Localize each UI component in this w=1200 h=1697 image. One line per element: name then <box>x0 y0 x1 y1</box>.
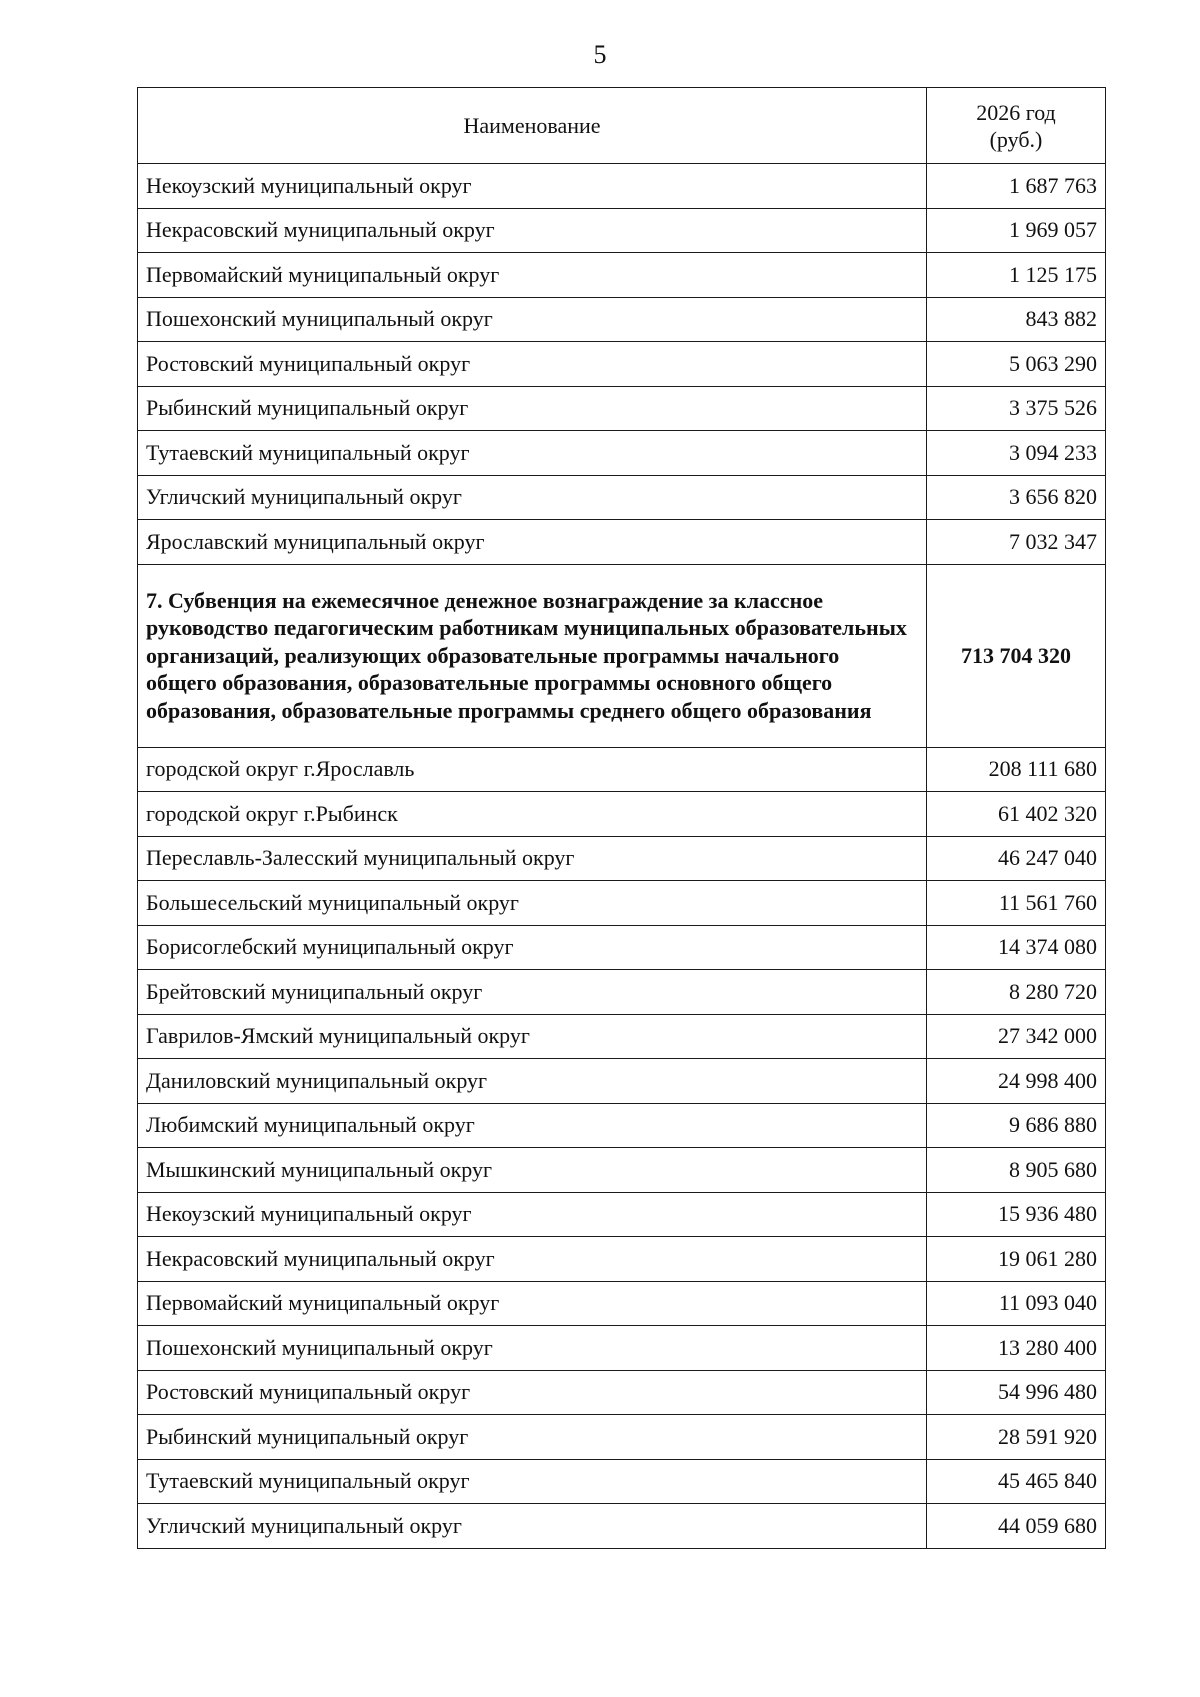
table-row <box>138 881 1106 926</box>
row-name: Брейтовский муниципальный округ <box>138 970 927 1015</box>
section-block <box>138 564 1106 747</box>
row-value: 13 280 400 <box>927 1326 1106 1371</box>
table-row <box>138 1281 1106 1326</box>
table-row <box>138 208 1106 253</box>
row-name: Переславль-Залесский муниципальный округ <box>138 836 927 881</box>
row-value: 1 687 763 <box>927 164 1106 209</box>
row-name: Некрасовский муниципальный округ <box>138 1237 927 1282</box>
row-value: 15 936 480 <box>927 1192 1106 1237</box>
rows-bottom <box>138 747 1106 1548</box>
row-name: Мышкинский муниципальный округ <box>138 1148 927 1193</box>
table-row <box>138 1014 1106 1059</box>
header-year <box>927 88 1106 164</box>
row-value: 11 561 760 <box>927 881 1106 926</box>
row-name: Борисоглебский муниципальный округ <box>138 925 927 970</box>
row-value: 61 402 320 <box>927 792 1106 837</box>
page-number: 5 <box>593 40 607 69</box>
table-row <box>138 925 1106 970</box>
row-name: Тутаевский муниципальный округ <box>138 1459 927 1504</box>
row-name: Пошехонский муниципальный округ <box>138 1326 927 1371</box>
table-header-row <box>138 88 1106 164</box>
section-value: 713 704 320 <box>927 564 1106 747</box>
table-row <box>138 1504 1106 1549</box>
row-name: городской округ г.Рыбинск <box>138 792 927 837</box>
row-value: 1 969 057 <box>927 208 1106 253</box>
table-row <box>138 1059 1106 1104</box>
row-value: 54 996 480 <box>927 1370 1106 1415</box>
table-row <box>138 386 1106 431</box>
row-name: Тутаевский муниципальный округ <box>138 431 927 476</box>
table-row <box>138 475 1106 520</box>
table-row <box>138 1370 1106 1415</box>
row-value: 1 125 175 <box>927 253 1106 298</box>
row-name: Рыбинский муниципальный округ <box>138 386 927 431</box>
table-row <box>138 342 1106 387</box>
table-row <box>138 1237 1106 1282</box>
table-row <box>138 1459 1106 1504</box>
header-name: Наименование <box>138 88 927 164</box>
row-name: Угличский муниципальный округ <box>138 1504 927 1549</box>
row-value: 7 032 347 <box>927 520 1106 565</box>
row-value: 3 094 233 <box>927 431 1106 476</box>
budget-table <box>137 87 1106 1549</box>
row-value: 8 905 680 <box>927 1148 1106 1193</box>
row-name: Даниловский муниципальный округ <box>138 1059 927 1104</box>
table-row <box>138 164 1106 209</box>
row-value: 9 686 880 <box>927 1103 1106 1148</box>
row-name: Некоузский муниципальный округ <box>138 164 927 209</box>
table-row <box>138 970 1106 1015</box>
rows-top <box>138 164 1106 565</box>
table-row <box>138 1103 1106 1148</box>
row-value: 45 465 840 <box>927 1459 1106 1504</box>
row-value: 208 111 680 <box>927 747 1106 792</box>
row-value: 27 342 000 <box>927 1014 1106 1059</box>
row-value: 8 280 720 <box>927 970 1106 1015</box>
row-value: 11 093 040 <box>927 1281 1106 1326</box>
row-name: Первомайский муниципальный округ <box>138 253 927 298</box>
row-value: 3 656 820 <box>927 475 1106 520</box>
row-name: Некоузский муниципальный округ <box>138 1192 927 1237</box>
table-row <box>138 297 1106 342</box>
row-name: Большесельский муниципальный округ <box>138 881 927 926</box>
section-row <box>138 564 1106 747</box>
table-row <box>138 1326 1106 1371</box>
row-name: Ростовский муниципальный округ <box>138 342 927 387</box>
row-value: 19 061 280 <box>927 1237 1106 1282</box>
table-row <box>138 1192 1106 1237</box>
table-row <box>138 1415 1106 1460</box>
row-name: Гаврилов-Ямский муниципальный округ <box>138 1014 927 1059</box>
row-value: 28 591 920 <box>927 1415 1106 1460</box>
table-row <box>138 431 1106 476</box>
table-row <box>138 1148 1106 1193</box>
table-row <box>138 253 1106 298</box>
row-name: Любимский муниципальный округ <box>138 1103 927 1148</box>
row-value: 5 063 290 <box>927 342 1106 387</box>
row-value: 3 375 526 <box>927 386 1106 431</box>
row-name: Ростовский муниципальный округ <box>138 1370 927 1415</box>
row-value: 14 374 080 <box>927 925 1106 970</box>
table-row <box>138 747 1106 792</box>
row-name: Пошехонский муниципальный округ <box>138 297 927 342</box>
row-value: 44 059 680 <box>927 1504 1106 1549</box>
header-year-line2: (руб.) <box>989 126 1043 152</box>
row-name: Некрасовский муниципальный округ <box>138 208 927 253</box>
row-name: Первомайский муниципальный округ <box>138 1281 927 1326</box>
table-row <box>138 520 1106 565</box>
row-value: 46 247 040 <box>927 836 1106 881</box>
row-value: 843 882 <box>927 297 1106 342</box>
row-name: Рыбинский муниципальный округ <box>138 1415 927 1460</box>
row-name: городской округ г.Ярославль <box>138 747 927 792</box>
table-row <box>138 792 1106 837</box>
row-name: Угличский муниципальный округ <box>138 475 927 520</box>
section-title: 7. Субвенция на ежемесячное денежное вознаграждение за классное руководство педагогическим работникам муниципальных образовательных организаций, реализующих образовательные программы начального общего образования, образовательные программы основного общего образования, образовательные программы среднего общего образования <box>138 564 927 747</box>
header-year-line1: 2026 год <box>976 99 1056 125</box>
table-row <box>138 836 1106 881</box>
row-name: Ярославский муниципальный округ <box>138 520 927 565</box>
row-value: 24 998 400 <box>927 1059 1106 1104</box>
